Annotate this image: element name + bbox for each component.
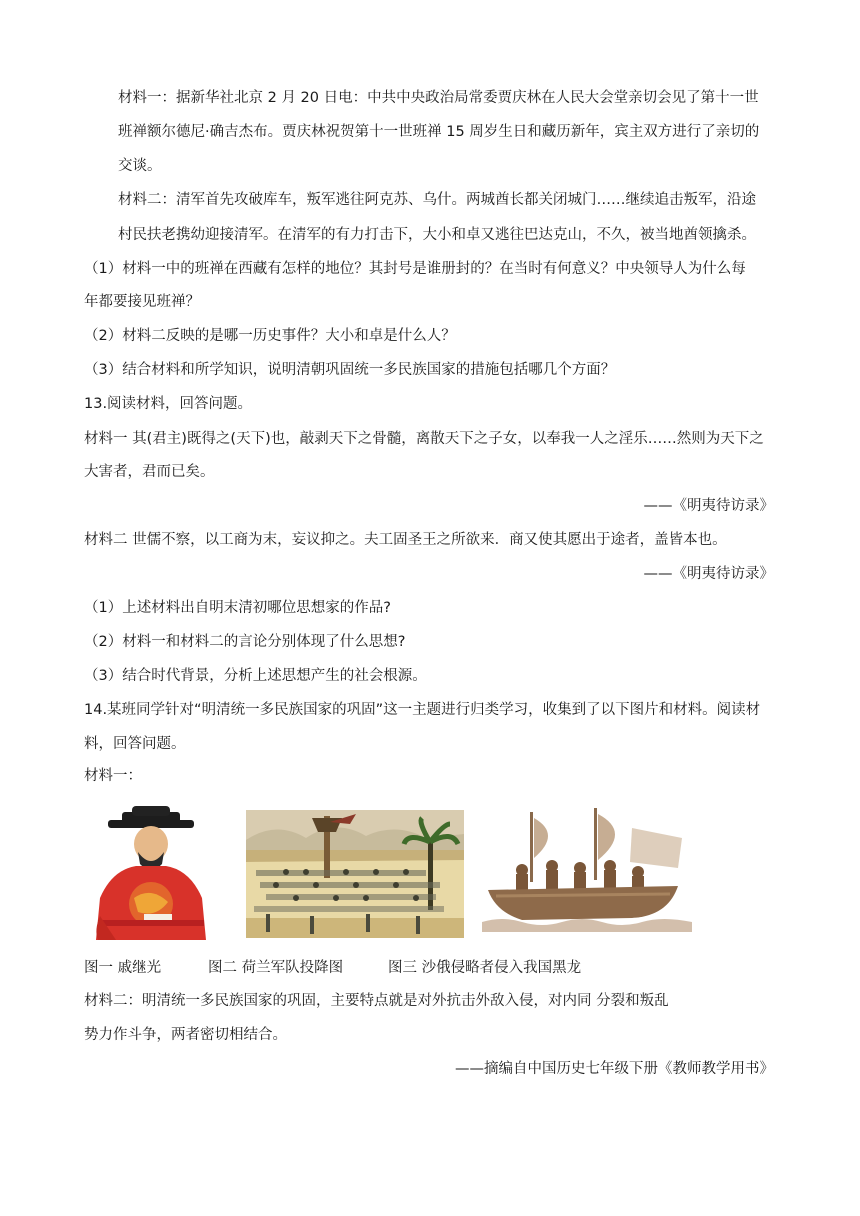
question13-material2-source: ——《明夷待访录》 xyxy=(643,566,774,582)
figure2-caption: 图二 荷兰军队投降图 xyxy=(208,960,344,976)
question14-material2-line2: 势力作斗争，两者密切相结合。 xyxy=(84,1027,287,1043)
question12-part1-line2: 年都要接见班禅？ xyxy=(84,294,200,310)
material2-line1: 材料二：清军首先攻破库车，叛军逃往阿克苏、乌什。两城酋长都关闭城门……继续追击叛军，沿途 xyxy=(118,192,756,208)
question14-title-line1: 14.某班同学针对“明清统一多民族国家的巩固”这一主题进行归类学习，收集到了以下图片和材料。阅读材 xyxy=(84,702,761,718)
figure1-caption: 图一 戚继光 xyxy=(84,960,162,976)
figure3-russian-invaders-boat xyxy=(482,808,692,932)
question13-material1-line1: 材料一 其(君主)既得之(天下)也，敲剥天下之骨髓，离散天下之子女，以奉我一人之淫乐……然则为天下之 xyxy=(84,431,764,447)
material1-line1: 材料一：据新华社北京 2 月 20 日电：中共中央政治局常委贾庆林在人民大会堂亲切会见了第十一世 xyxy=(118,90,759,106)
question13-part1: （1）上述材料出自明末清初哪位思想家的作品? xyxy=(84,600,391,616)
question12-part3: （3）结合材料和所学知识，说明清朝巩固统一多民族国家的措施包括哪几个方面？ xyxy=(84,362,616,378)
question13-material2-line1: 材料二 世儒不察，以工商为末，妄议抑之。夫工固圣王之所欲来．商又使其愿出于途者，盖皆本也。 xyxy=(84,532,727,548)
question14-material2-line1: 材料二：明清统一多民族国家的巩固，主要特点就是对外抗击外敌入侵，对内同 分裂和叛乱 xyxy=(84,993,669,1009)
question13-part3: （3）结合时代背景，分析上述思想产生的社会根源。 xyxy=(84,668,427,684)
figure2-dutch-surrender-painting xyxy=(246,810,464,938)
question13-title: 13.阅读材料，回答问题。 xyxy=(84,396,253,412)
material1-line3: 交谈。 xyxy=(118,158,162,174)
question12-part1-line1: （1）材料一中的班禅在西藏有怎样的地位？其封号是谁册封的？在当时有何意义？中央领导人为什么每 xyxy=(84,261,746,277)
question14-material2-source: ——摘编自中国历史七年级下册《教师教学用书》 xyxy=(455,1061,774,1077)
question13-material1-line2: 大害者，君而已矣。 xyxy=(84,464,215,480)
material1-line2: 班禅额尔德尼·确吉杰布。贾庆林祝贺第十一世班禅 15 周岁生日和藏历新年，宾主双方进行了亲切的 xyxy=(118,124,760,140)
figure3-caption: 图三 沙俄侵略者侵入我国黑龙 xyxy=(388,960,582,976)
figure1-qi-jiguang-portrait xyxy=(86,806,216,940)
material2-line2: 村民扶老携幼迎接清军。在清军的有力打击下，大小和卓又逃往巴达克山，不久，被当地酋领擒杀。 xyxy=(118,227,756,243)
question12-part2: （2）材料二反映的是哪一历史事件？大小和卓是什么人？ xyxy=(84,328,456,344)
question14-title-line2: 料，回答问题。 xyxy=(84,736,186,752)
question13-material1-source: ——《明夷待访录》 xyxy=(643,498,774,514)
question13-part2: （2）材料一和材料二的言论分别体现了什么思想? xyxy=(84,634,406,650)
question14-material1-label: 材料一： xyxy=(84,768,142,784)
